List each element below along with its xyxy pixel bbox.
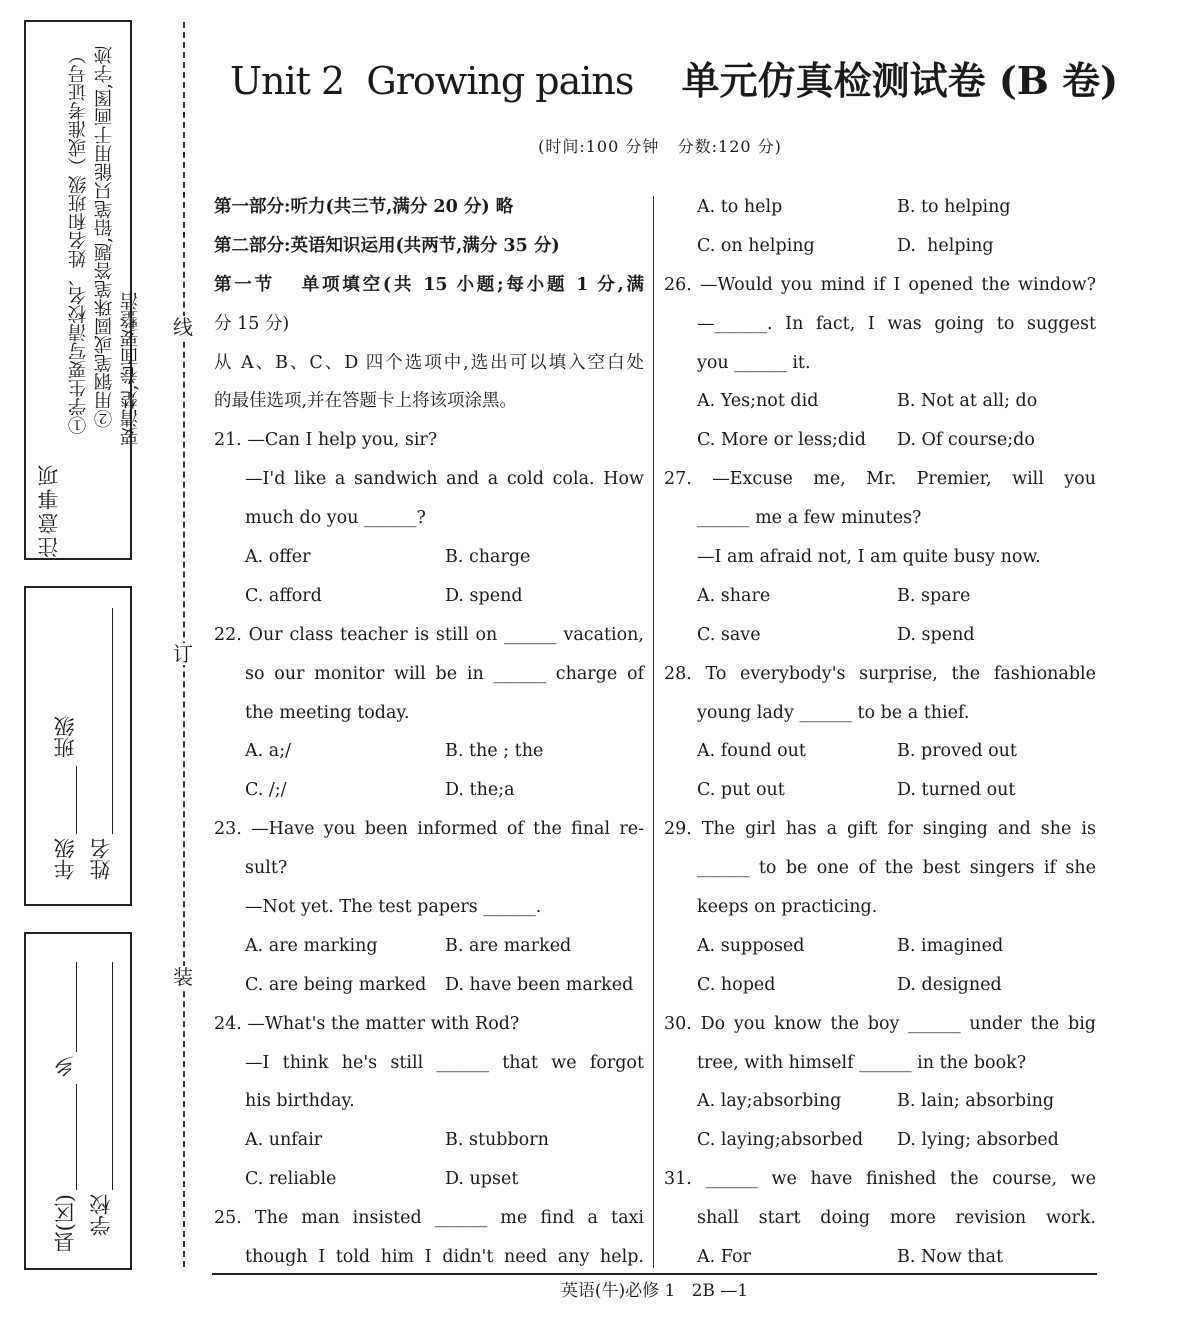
text-line: so our monitor will be in ______ charge of <box>245 663 644 684</box>
town-blank[interactable] <box>76 962 77 1052</box>
text-line: shall start doing more revision work. <box>697 1208 1096 1229</box>
question-line: 31. ______ we have finished the course, we <box>664 1169 1096 1190</box>
option-row <box>214 1160 644 1199</box>
option-row <box>664 1121 1096 1160</box>
answer-option[interactable]: D. Of course;do <box>897 430 1035 451</box>
answer-option[interactable]: C. More or less;did <box>697 430 866 451</box>
text-line: —I think he's still ______ that we forgot <box>245 1052 644 1073</box>
answer-option[interactable]: B. proved out <box>897 741 1017 762</box>
answer-option[interactable]: A. unfair <box>245 1130 323 1151</box>
school-blank[interactable] <box>112 962 113 1190</box>
text-line: —______. In fact, I was going to suggest <box>697 313 1096 334</box>
school-info-box <box>24 932 132 1270</box>
answer-option[interactable]: C. afford <box>245 585 322 606</box>
page-title <box>230 50 1119 105</box>
left-column <box>214 188 644 1277</box>
answer-option[interactable]: A. share <box>697 585 771 606</box>
notice-box <box>24 20 141 560</box>
notice-line-2: ②用钢笔或圆珠笔答题,铅笔只能用于画图,字迹 <box>94 46 115 428</box>
text-line: 的最佳选项,并在答题卡上将该项涂黑。 <box>214 391 518 412</box>
text-line: —I'd like a sandwich and a cold cola. How <box>245 469 644 490</box>
answer-option[interactable]: B. the ; the <box>445 741 544 762</box>
name-label: 姓名 <box>89 838 113 880</box>
option-row <box>664 382 1096 421</box>
question-line: 21. —Can I help you, sir? <box>214 430 438 451</box>
option-row <box>664 771 1096 810</box>
text-line: 第一部分:听力(共三节,满分 20 分) 略 <box>214 197 514 217</box>
option-row <box>214 966 644 1005</box>
text-line: you ______ it. <box>697 352 811 373</box>
answer-option[interactable]: B. imagined <box>897 935 1004 956</box>
notice-line-3: 要清楚,卷面要整洁 <box>120 292 141 446</box>
text-line: 分 15 分) <box>214 313 290 334</box>
option-row <box>214 732 644 771</box>
answer-option[interactable]: A. supposed <box>697 935 805 956</box>
answer-option[interactable]: D. have been marked <box>445 974 634 995</box>
option-row <box>664 966 1096 1005</box>
text-line: —Not yet. The test papers ______. <box>245 897 542 918</box>
school-label: 学校 <box>89 1194 113 1236</box>
answer-option[interactable]: A. a;/ <box>245 741 291 762</box>
text-line: 从 A、B、C、D 四个选项中,选出可以填入空白处 <box>214 352 644 373</box>
option-row <box>664 927 1096 966</box>
text-line: ______ to be one of the best singers if she <box>697 858 1096 879</box>
option-row <box>664 732 1096 771</box>
answer-option[interactable]: B. to helping <box>897 197 1011 217</box>
text-line: his birthday. <box>245 1091 355 1112</box>
answer-option[interactable]: D. designed <box>897 974 1002 995</box>
option-row <box>214 771 644 810</box>
page-footer: 英语(牛)必修 1 2B —1 <box>560 1281 749 1301</box>
question-line: 28. To everybody's surprise, the fashionable <box>664 663 1096 684</box>
option-row <box>214 1121 644 1160</box>
answer-option[interactable]: B. stubborn <box>445 1130 549 1151</box>
text-line: the meeting today. <box>245 702 410 723</box>
option-row <box>664 227 1096 266</box>
option-row <box>664 616 1096 655</box>
grade-blank[interactable] <box>76 766 77 834</box>
answer-option[interactable]: B. lain; absorbing <box>897 1091 1055 1112</box>
question-line: 26. —Would you mind if I opened the window? <box>664 274 1096 295</box>
text-line: 第二部分:英语知识运用(共两节,满分 35 分) <box>214 235 560 256</box>
answer-option[interactable]: A. found out <box>697 741 806 762</box>
answer-option[interactable]: A. to help <box>697 197 783 217</box>
answer-option[interactable]: B. Now that <box>897 1247 1004 1268</box>
answer-option[interactable]: D. spend <box>897 624 975 645</box>
text-line: tree, with himself ______ in the book? <box>697 1052 1027 1073</box>
grade-label: 年级 <box>53 838 77 880</box>
right-column <box>664 188 1096 1277</box>
text-line: keeps on practicing. <box>697 897 878 918</box>
option-row <box>664 1238 1096 1277</box>
text-line: 第一节 单项填空(共 15 小题;每小题 1 分,满 <box>214 274 644 295</box>
notice-heading: 注意事项 <box>37 462 61 558</box>
answer-option[interactable]: D. the;a <box>445 780 515 801</box>
answer-option[interactable]: C. put out <box>697 780 785 801</box>
answer-option[interactable]: B. Not at all; do <box>897 391 1038 412</box>
town-label: 乡 <box>53 1056 77 1077</box>
answer-option[interactable]: C. laying;absorbed <box>697 1130 864 1151</box>
title-english: Unit 2 Growing pains <box>230 59 634 103</box>
class-label: 班级 <box>53 716 77 758</box>
answer-option[interactable]: D. lying; absorbed <box>897 1130 1059 1151</box>
question-line: 29. The girl has a gift for singing and she is <box>664 819 1096 840</box>
answer-option[interactable]: C. on helping <box>697 235 815 256</box>
answer-option[interactable]: D. helping <box>897 235 994 256</box>
option-row <box>664 1082 1096 1121</box>
text-line: sult? <box>245 858 288 879</box>
answer-option[interactable]: A. offer <box>245 547 311 568</box>
answer-option[interactable]: A. lay;absorbing <box>697 1091 842 1112</box>
text-line: ______ me a few minutes? <box>697 508 922 529</box>
answer-option[interactable]: C. save <box>697 624 761 645</box>
answer-option[interactable]: B. charge <box>445 547 531 568</box>
text-line: young lady ______ to be a thief. <box>697 702 970 723</box>
answer-option[interactable]: D. turned out <box>897 780 1016 801</box>
option-row <box>664 577 1096 616</box>
answer-option[interactable]: C. are being marked <box>245 974 427 995</box>
question-line: 27. —Excuse me, Mr. Premier, will you <box>664 469 1096 490</box>
county-label: 县(区) <box>53 1194 77 1253</box>
answer-option[interactable]: B. are marked <box>445 935 572 956</box>
title-chinese: 单元仿真检测试卷 (B 卷) <box>681 58 1119 103</box>
notice-line-1: ①学生要写清校名、姓名和班级（或准考证号） <box>68 46 89 435</box>
cut-label-line: 线 <box>173 315 193 339</box>
column-divider <box>653 196 654 1268</box>
option-row <box>664 188 1096 227</box>
answer-option[interactable]: D. upset <box>445 1169 519 1190</box>
answer-option[interactable]: D. spend <box>445 585 523 606</box>
question-line: 25. The man insisted ______ me find a taxi <box>214 1208 644 1229</box>
answer-option[interactable]: A. For <box>697 1247 751 1268</box>
answer-option[interactable]: C. reliable <box>245 1169 337 1190</box>
question-line: 30. Do you know the boy ______ under the big <box>664 1013 1096 1034</box>
question-line: 23. —Have you been informed of the final re- <box>214 819 644 840</box>
answer-option[interactable]: C. hoped <box>697 974 776 995</box>
answer-option[interactable]: A. Yes;not did <box>697 391 819 412</box>
question-line: 22. Our class teacher is still on ______ vacation, <box>214 624 644 645</box>
footer-rule <box>212 1273 1097 1275</box>
county-blank[interactable] <box>76 1084 77 1190</box>
option-row <box>214 577 644 616</box>
text-line: much do you ______? <box>245 508 426 529</box>
name-blank[interactable] <box>112 608 113 834</box>
student-info-box <box>24 586 132 906</box>
option-row <box>214 538 644 577</box>
text-line: though I told him I didn't need any help. <box>245 1247 644 1268</box>
answer-option[interactable]: C. /;/ <box>245 780 287 801</box>
cut-label-bind: 订 <box>173 642 193 666</box>
option-row <box>214 927 644 966</box>
option-row <box>664 421 1096 460</box>
text-line: —I am afraid not, I am quite busy now. <box>697 547 1041 568</box>
cut-label-pack: 装 <box>173 965 193 989</box>
answer-option[interactable]: A. are marking <box>245 935 378 956</box>
exam-subtitle: (时间:100 分钟 分数:120 分) <box>538 137 782 156</box>
answer-option[interactable]: B. spare <box>897 585 971 606</box>
question-line: 24. —What's the matter with Rod? <box>214 1013 520 1034</box>
